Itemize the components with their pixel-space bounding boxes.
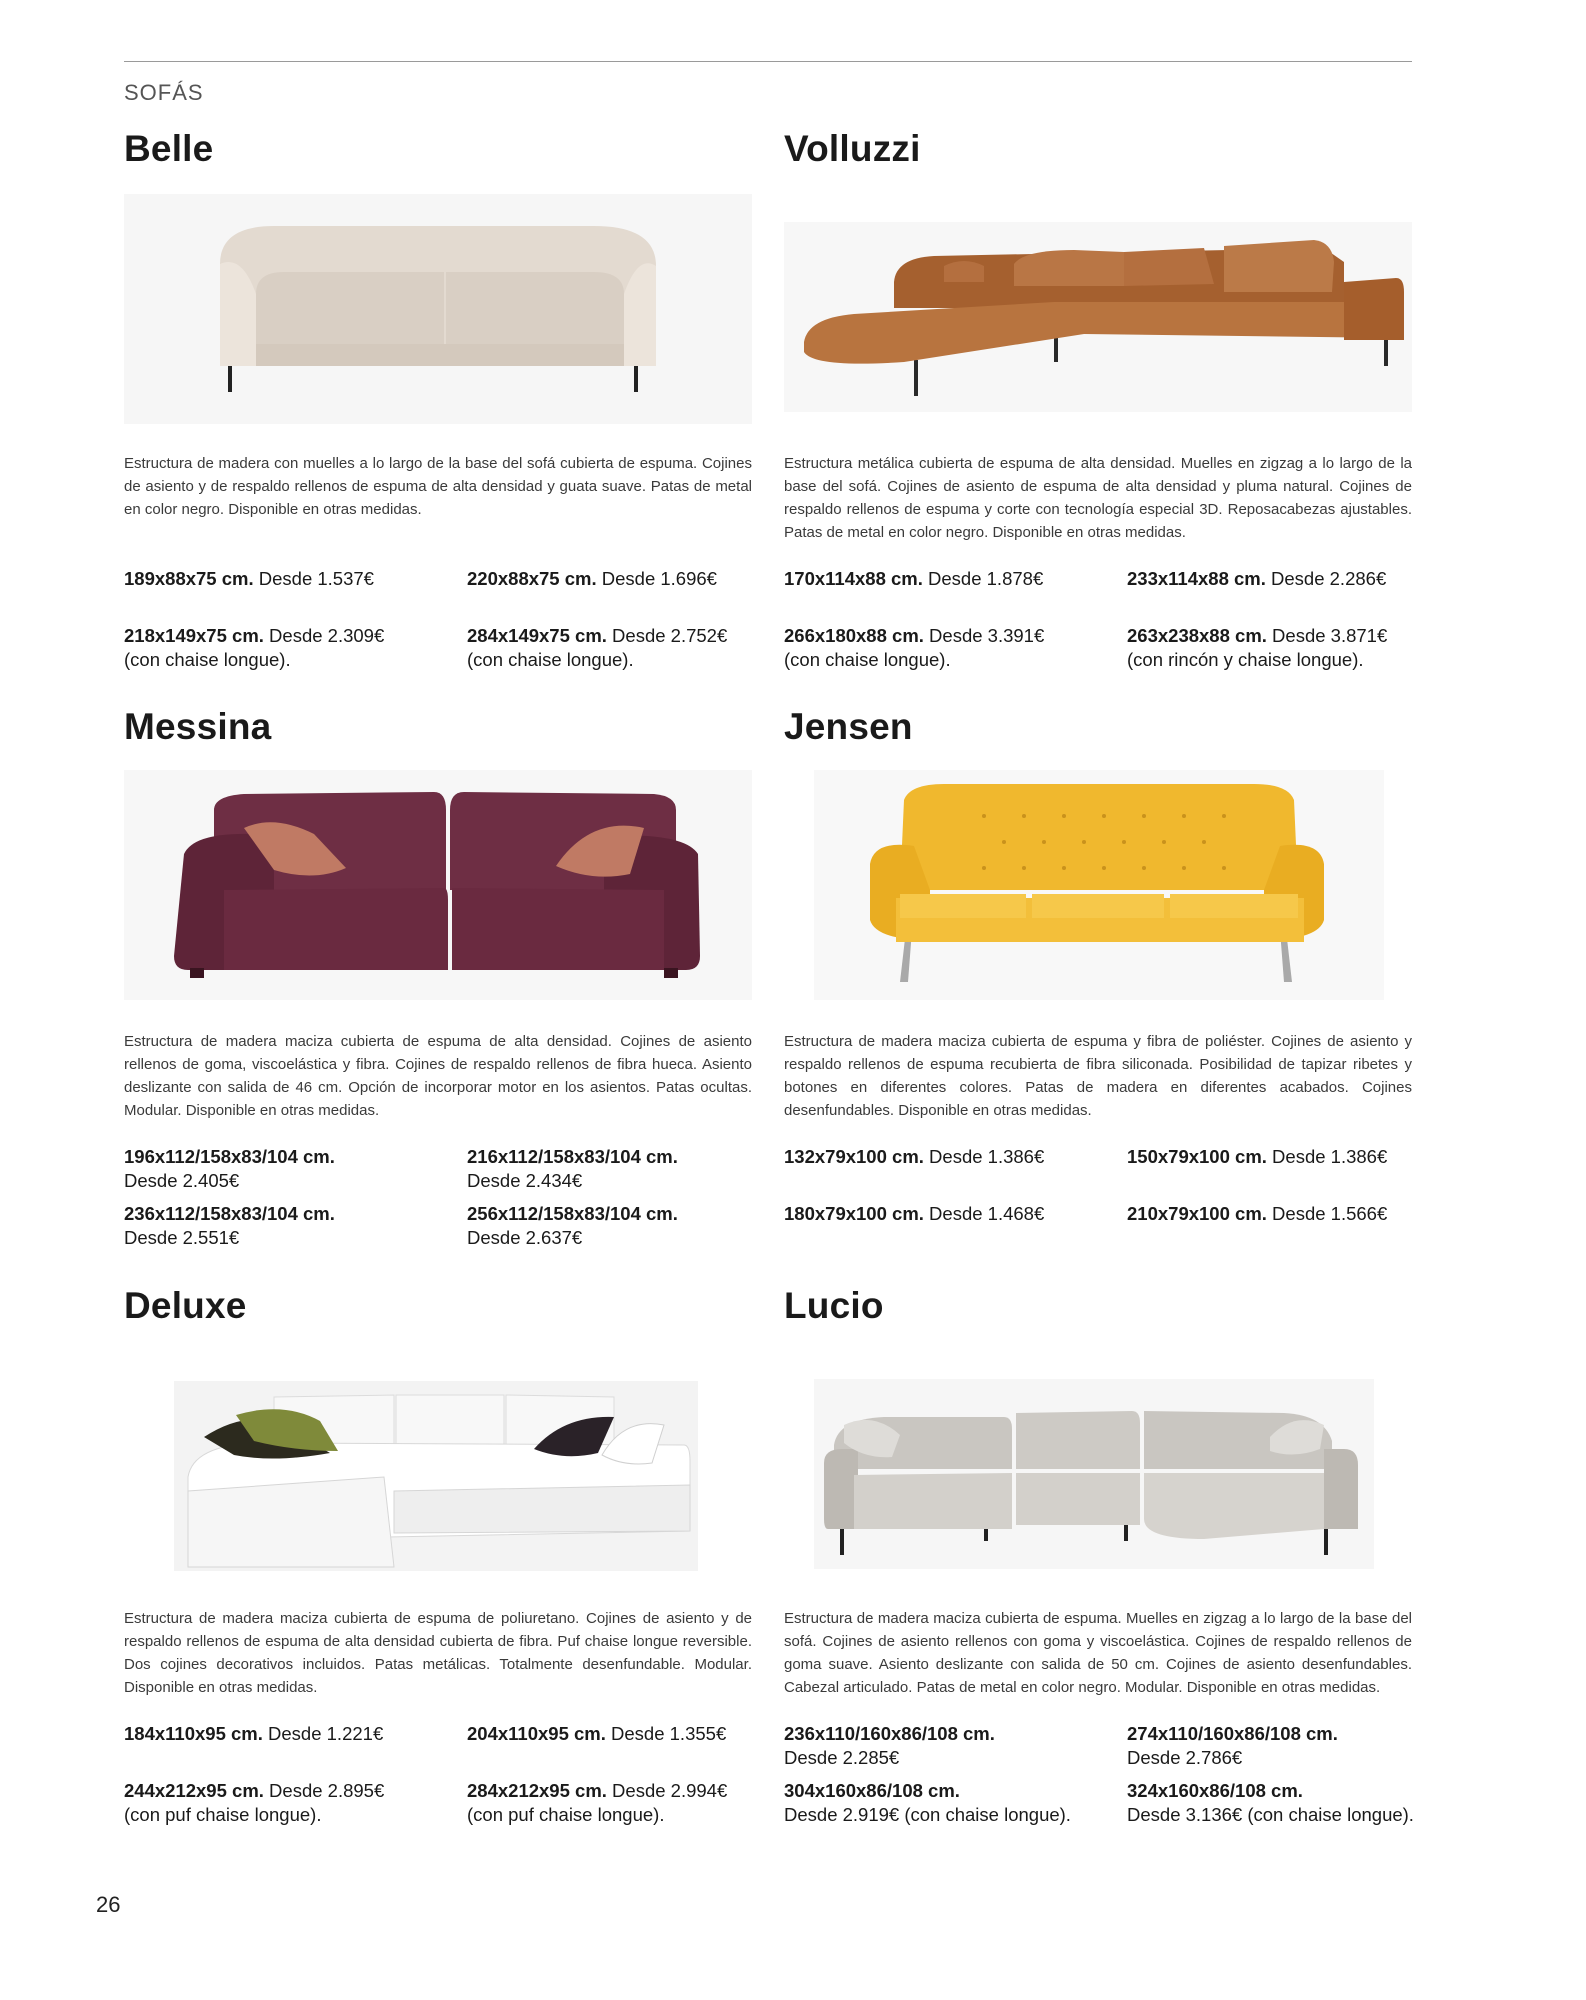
product-description: Estructura de madera maciza cubierta de espuma de poliuretano. Cojines de asiento y de respaldo rellenos de espuma de alta densidad cubierta de fibra. Puf chaise longue reversible. Dos cojines decorativos incluidos. Patas metálicas. Totalmente desenfundable. Modular. Disponible en otras medidas. <box>124 1610 752 1696</box>
price-entry <box>467 567 797 591</box>
product-messina <box>124 706 752 1248</box>
price-entry <box>124 1145 454 1193</box>
price-note: (con chaise longue). <box>904 1804 1071 1825</box>
price-note: (con rincón y chaise longue). <box>1127 649 1364 670</box>
price-size: 233x114x88 cm. <box>1127 568 1266 589</box>
price-value: Desde 1.696€ <box>601 568 717 589</box>
price-value: Desde 2.637€ <box>467 1227 583 1248</box>
product-description: Estructura de madera maciza cubierta de espuma. Muelles en zigzag a lo largo de la base del sofá. Cojines de asiento rellenos con goma y viscoelástica. Cojines de respaldo rellenos de goma suave. Asiento deslizante con salida de 50 cm. Cojines de asiento desenfundables. Cabezal articulado. Patas de metal en color negro. Modular. Disponible en otras medidas. <box>784 1610 1412 1696</box>
price-entry <box>784 1145 1114 1169</box>
belle-sofa-photo <box>124 194 752 424</box>
price-size: 284x149x75 cm. <box>467 625 607 646</box>
top-rule <box>124 61 1412 62</box>
price-size: 184x110x95 cm. <box>124 1723 263 1744</box>
deluxe-sofa-photo <box>124 1381 752 1571</box>
price-value: Desde 2.752€ <box>612 625 728 646</box>
messina-sofa-photo <box>124 770 752 1000</box>
product-volluzzi <box>784 128 1412 670</box>
page-number: 26 <box>96 1892 121 1917</box>
price-entry <box>467 1202 797 1250</box>
price-size: 244x212x95 cm. <box>124 1780 264 1801</box>
price-size: 263x238x88 cm. <box>1127 625 1267 646</box>
price-size: 132x79x100 cm. <box>784 1146 924 1167</box>
price-entry <box>1127 1202 1457 1226</box>
price-size: 220x88x75 cm. <box>467 568 597 589</box>
price-size: 324x160x86/108 cm. <box>1127 1780 1303 1801</box>
price-size: 304x160x86/108 cm. <box>784 1780 960 1801</box>
price-value: Desde 2.919€ <box>784 1804 900 1825</box>
product-description: Estructura de madera maciza cubierta de espuma y fibra de poliéster. Cojines de asiento y respaldo rellenos de espuma recubierta de fibra siliconada. Posibilidad de tapizar ribetes y botones en diferentes colores. Patas de madera en diferentes acabados. Cojines desenfundables. Disponible en otras medidas. <box>784 1033 1412 1119</box>
product-title: Jensen <box>784 706 913 747</box>
product-title: Volluzzi <box>784 128 921 169</box>
product-description: Estructura de madera con muelles a lo largo de la base del sofá cubierta de espuma. Cojines de asiento y de respaldo rellenos de espuma de alta densidad y guata suave. Patas de metal en color negro. Disponible en otras medidas. <box>124 455 752 518</box>
price-value: Desde 2.309€ <box>269 625 385 646</box>
volluzzi-sofa-photo <box>784 222 1412 412</box>
product-lucio <box>784 1285 1414 1825</box>
product-jensen <box>784 706 1412 1224</box>
price-value: Desde 3.391€ <box>929 625 1045 646</box>
jensen-sofa-photo <box>784 770 1412 1000</box>
price-size: 216x112/158x83/104 cm. <box>467 1146 678 1167</box>
price-value: Desde 1.355€ <box>611 1723 727 1744</box>
price-value: Desde 3.871€ <box>1272 625 1388 646</box>
price-value: Desde 2.285€ <box>784 1747 900 1768</box>
price-size: 210x79x100 cm. <box>1127 1203 1267 1224</box>
price-size: 189x88x75 cm. <box>124 568 254 589</box>
price-note: (con chaise longue). <box>467 649 634 670</box>
price-note: (con chaise longue). <box>124 649 291 670</box>
product-deluxe <box>124 1285 752 1825</box>
price-entry <box>124 1722 454 1746</box>
price-value: Desde 1.221€ <box>268 1723 384 1744</box>
price-value: Desde 1.566€ <box>1272 1203 1388 1224</box>
price-note: (con chaise longue). <box>784 649 951 670</box>
price-size: 274x110/160x86/108 cm. <box>1127 1723 1338 1744</box>
price-entry <box>784 1779 1114 1827</box>
section-label: SOFÁS <box>124 80 204 105</box>
price-entry <box>1127 624 1457 672</box>
product-title: Deluxe <box>124 1285 247 1326</box>
price-entry <box>784 1202 1114 1226</box>
price-size: 196x112/158x83/104 cm. <box>124 1146 335 1167</box>
price-value: Desde 2.286€ <box>1271 568 1387 589</box>
price-value: Desde 2.551€ <box>124 1227 240 1248</box>
price-entry <box>124 1202 454 1250</box>
price-size: 256x112/158x83/104 cm. <box>467 1203 678 1224</box>
price-entry <box>467 1145 797 1193</box>
price-value: Desde 2.405€ <box>124 1170 240 1191</box>
price-entry <box>124 1779 454 1827</box>
product-title: Messina <box>124 706 272 747</box>
price-size: 180x79x100 cm. <box>784 1203 924 1224</box>
price-value: Desde 1.878€ <box>928 568 1044 589</box>
price-entry <box>1127 1779 1457 1827</box>
price-value: Desde 2.434€ <box>467 1170 583 1191</box>
price-value: Desde 2.994€ <box>612 1780 728 1801</box>
price-size: 204x110x95 cm. <box>467 1723 606 1744</box>
price-entry <box>1127 567 1457 591</box>
price-entry <box>124 567 454 591</box>
price-value: Desde 1.386€ <box>1272 1146 1388 1167</box>
product-description: Estructura metálica cubierta de espuma de alta densidad. Muelles en zigzag a lo largo de la base del sofá. Cojines de asiento de espuma de alta densidad y pluma natural. Cojines de respaldo rellenos de espuma y corte con tecnología especial 3D. Reposacabezas ajustables. Patas de metal en color negro. Disponible en otras medidas. <box>784 455 1412 541</box>
price-size: 284x212x95 cm. <box>467 1780 607 1801</box>
price-value: Desde 2.786€ <box>1127 1747 1243 1768</box>
price-entry <box>1127 1722 1457 1770</box>
price-note: (con chaise longue). <box>1247 1804 1414 1825</box>
price-size: 150x79x100 cm. <box>1127 1146 1267 1167</box>
price-entry <box>1127 1145 1457 1169</box>
price-value: Desde 1.468€ <box>929 1203 1045 1224</box>
price-entry <box>124 624 454 672</box>
product-title: Belle <box>124 128 214 169</box>
price-size: 236x112/158x83/104 cm. <box>124 1203 335 1224</box>
price-value: Desde 1.386€ <box>929 1146 1045 1167</box>
price-value: Desde 1.537€ <box>258 568 374 589</box>
price-note: (con puf chaise longue). <box>124 1804 322 1825</box>
product-title: Lucio <box>784 1285 884 1326</box>
price-value: Desde 2.895€ <box>269 1780 385 1801</box>
price-size: 266x180x88 cm. <box>784 625 924 646</box>
price-entry <box>467 624 797 672</box>
product-description: Estructura de madera maciza cubierta de espuma de alta densidad. Cojines de asiento rellenos de goma, viscoelástica y fibra. Cojines de respaldo rellenos de fibra hueca. Asiento deslizante con salida de 46 cm. Opción de incorporar motor en los asientos. Patas ocultas. Modular. Disponible en otras medidas. <box>124 1033 752 1119</box>
price-size: 218x149x75 cm. <box>124 625 264 646</box>
price-entry <box>467 1722 797 1746</box>
price-size: 170x114x88 cm. <box>784 568 923 589</box>
lucio-sofa-photo <box>784 1379 1412 1569</box>
price-entry <box>784 624 1114 672</box>
price-entry <box>784 567 1114 591</box>
product-belle <box>124 128 752 670</box>
price-note: (con puf chaise longue). <box>467 1804 665 1825</box>
price-size: 236x110/160x86/108 cm. <box>784 1723 995 1744</box>
price-entry <box>467 1779 797 1827</box>
price-value: Desde 3.136€ <box>1127 1804 1243 1825</box>
price-entry <box>784 1722 1114 1770</box>
